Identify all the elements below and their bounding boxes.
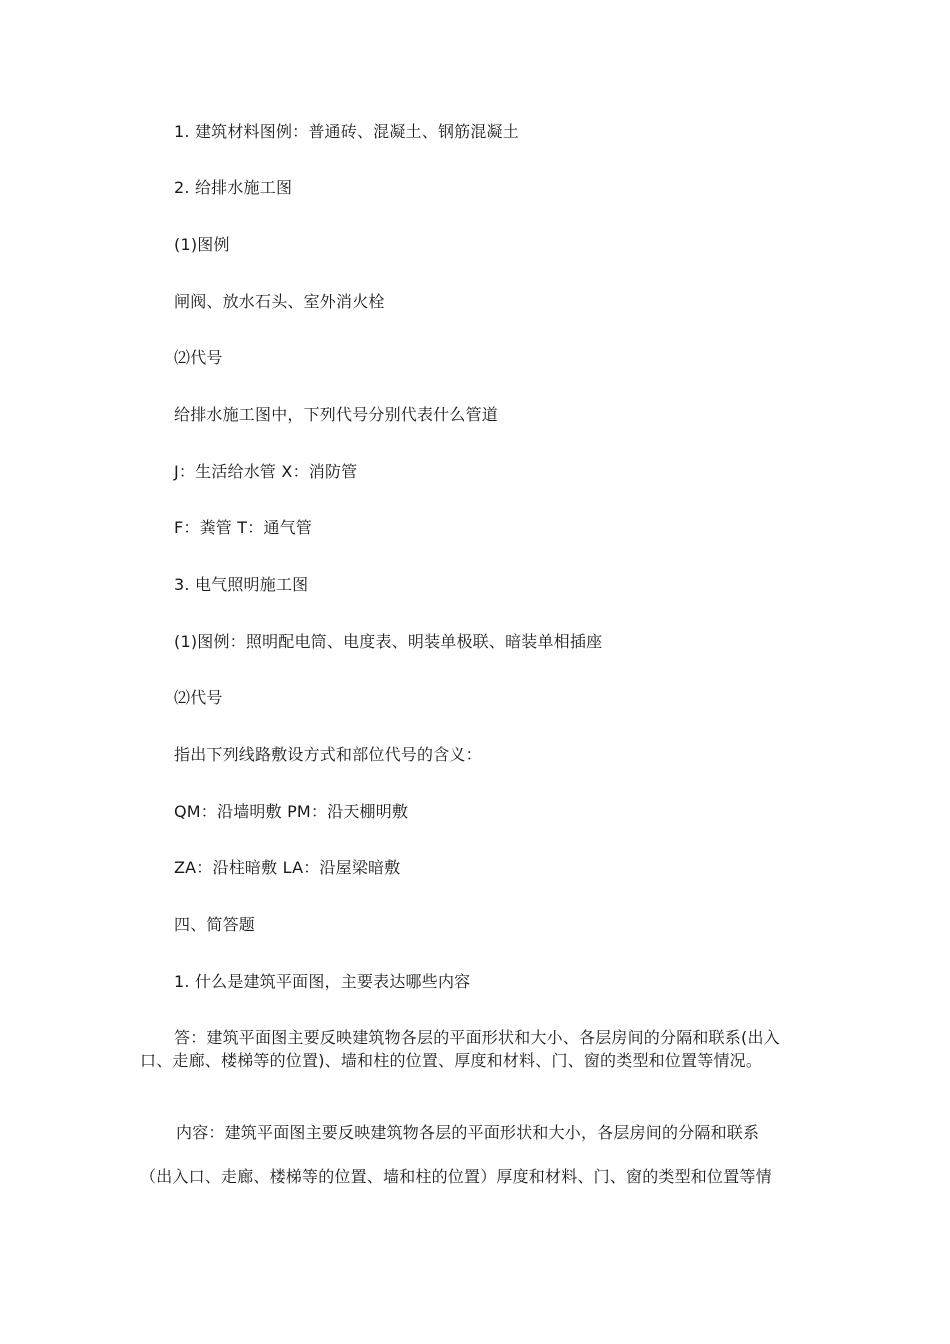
item-plumbing-drawing-heading: 2. 给排水施工图 — [174, 178, 293, 197]
electrical-legend: (1)图例：照明配电筒、电度表、明装单极联、暗装单相插座 — [174, 632, 603, 651]
content-line-1: 内容：建筑平面图主要反映建筑物各层的平面形状和大小，各层房间的分隔和联系 — [176, 1123, 760, 1142]
plumbing-code-heading: ⑵代号 — [174, 348, 223, 367]
content-line-2: （出入口、走廊、楼梯等的位置、墙和柱的位置）厚度和材料、门、窗的类型和位置等情 — [140, 1167, 772, 1186]
electrical-code-qm-pm: QM：沿墙明敷 PM：沿天棚明敷 — [174, 802, 409, 821]
plumbing-legend-heading: (1)图例 — [174, 235, 230, 254]
item-building-material-legend: 1. 建筑材料图例：普通砖、混凝土、钢筋混凝土 — [174, 122, 519, 141]
section-heading-short-answer: 四、简答题 — [174, 915, 256, 934]
answer-paragraph: 答：建筑平面图主要反映建筑物各层的平面形状和大小、各层房间的分隔和联系(出入口、走廊、楼梯等的位置)、墙和柱的位置、厚度和材料、门、窗的类型和位置等情况。 — [140, 1028, 780, 1070]
plumbing-legend-items: 闸阀、放水石头、室外消火栓 — [174, 292, 385, 311]
plumbing-code-f-t: F：粪管 T：通气管 — [174, 518, 313, 537]
plumbing-code-j-x: J：生活给水管 X：消防管 — [174, 462, 358, 481]
item-electrical-drawing-heading: 3. 电气照明施工图 — [174, 575, 309, 594]
plumbing-code-question: 给排水施工图中，下列代号分别代表什么管道 — [174, 405, 499, 424]
question-floor-plan: 1. 什么是建筑平面图，主要表达哪些内容 — [174, 972, 471, 991]
electrical-code-za-la: ZA：沿柱暗敷 LA：沿屋梁暗敷 — [174, 858, 401, 877]
electrical-code-question: 指出下列线路敷设方式和部位代号的含义： — [174, 745, 482, 764]
electrical-code-heading: ⑵代号 — [174, 688, 223, 707]
